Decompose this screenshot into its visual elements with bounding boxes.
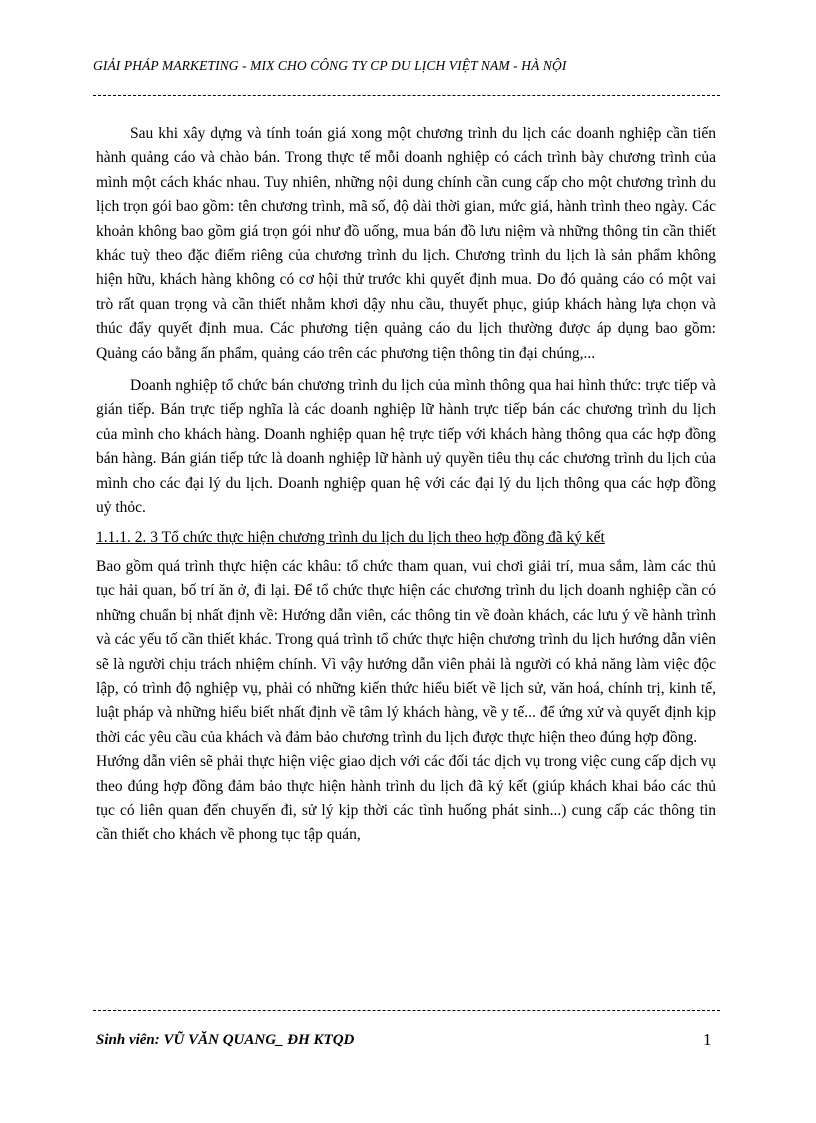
running-header: GIẢI PHÁP MARKETING - MIX CHO CÔNG TY CP DU LỊCH VIỆT NAM - HÀ NỘI xyxy=(93,58,567,73)
paragraph-implementation: Bao gồm quá trình thực hiện các khâu: tổ chức tham quan, vui chơi giải trí, mua sắm, làm các thủ tục hải quan, bố trí ăn ở, đi lại. Để tổ chức thực hiện các chương trình du lịch doanh nghiệp cần có những chuẩn bị nhất định về: Hướng dẫn viên, các thông tin về đoàn khách, các lưu ý về hành trình và các yếu tố cần thiết khác. Trong quá trình tổ chức thực hiện chương trình du lịch hướng dẫn viên sẽ là người chịu trách nhiệm chính. Vì vậy hướng dẫn viên phải là người có khả năng làm việc độc lập, có trình độ nghiệp vụ, phải có những kiến thức hiểu biết về lịch sử, văn hoá, chính trị, kinh tế, luật pháp và những hiểu biết nhất định về tâm lý khách hàng, về y tế... để ứng xử và quyết định kịp thời các yêu cầu của khách và đảm bảo chương trình du lịch được thực hiện theo đúng hợp đồng. xyxy=(96,557,716,746)
paragraph-sales-channels: Doanh nghiệp tổ chức bán chương trình du lịch của mình thông qua hai hình thức: trực tiếp và gián tiếp. Bán trực tiếp nghĩa là các doanh nghiệp lữ hành trực tiếp bán các chương trình du lịch của mình cho khách hàng. Doanh nghiệp quan hệ trực tiếp với khách hàng thông qua các hợp đồng bán hàng. Bán gián tiếp tức là doanh nghiệp lữ hành uỷ quyền tiêu thụ các chương trình du lịch của mình cho các đại lý du lịch. Doanh nghiệp quan hệ với các đại lý du lịch thông qua các hợp đồng uỷ thỏc. xyxy=(96,377,716,517)
header-divider xyxy=(93,95,720,96)
document-body xyxy=(96,122,716,848)
paragraph-advertising: Sau khi xây dựng và tính toán giá xong một chương trình du lịch các doanh nghiệp cần tiến hành quảng cáo và chào bán. Trong thực tế mỗi doanh nghiệp có cách trình bày chương trình của mình một cách khác nhau. Tuy nhiên, những nội dung chính cần cung cấp cho một chương trình du lịch trọn gói bao gồm: tên chương trình, mã số, độ dài thời gian, mức giá, hành trình theo ngày. Các khoản không bao gồm giá trọn gói như đồ uống, mua bán đồ lưu niệm và những thông tin cần thiết khác tuỳ theo đặc điểm riêng của chương trình du lịch. Chương trình du lịch là sản phẩm không hiện hữu, khách hàng không có cơ hội thử trước khi quyết định mua. Do đó quảng cáo có một vai trò rất quan trọng và cần thiết nhằm khơi dậy nhu cầu, thuyết phục, giúp khách hàng lựa chọn và thúc đẩy quyết định mua. Các phương tiện quảng cáo du lịch thường được áp dụng bao gồm: Quảng cáo bằng ấn phẩm, quảng cáo trên các phương tiện thông tin đại chúng,... xyxy=(96,125,716,362)
page-number: 1 xyxy=(703,1030,712,1049)
paragraph-tour-guide: Hướng dẫn viên sẽ phải thực hiện việc giao dịch với các đối tác dịch vụ trong việc cung cấp dịch vụ theo đúng hợp đồng đảm bảo thực hiện hành trình du lịch đã ký kết (giúp khách khai báo các thủ tục có liên quan đến chuyến đi, sử lý kịp thời các tình huống phát sinh...) cung cấp các thông tin cần thiết cho khách về phong tục tập quán, xyxy=(96,753,716,844)
footer-divider xyxy=(93,1010,720,1011)
section-heading: 1.1.1. 2. 3 Tổ chức thực hiện chương trình du lịch du lịch theo hợp đồng đã ký kết xyxy=(96,528,605,546)
footer-author: Sinh viên: VŨ VĂN QUANG_ ĐH KTQD xyxy=(96,1032,355,1048)
